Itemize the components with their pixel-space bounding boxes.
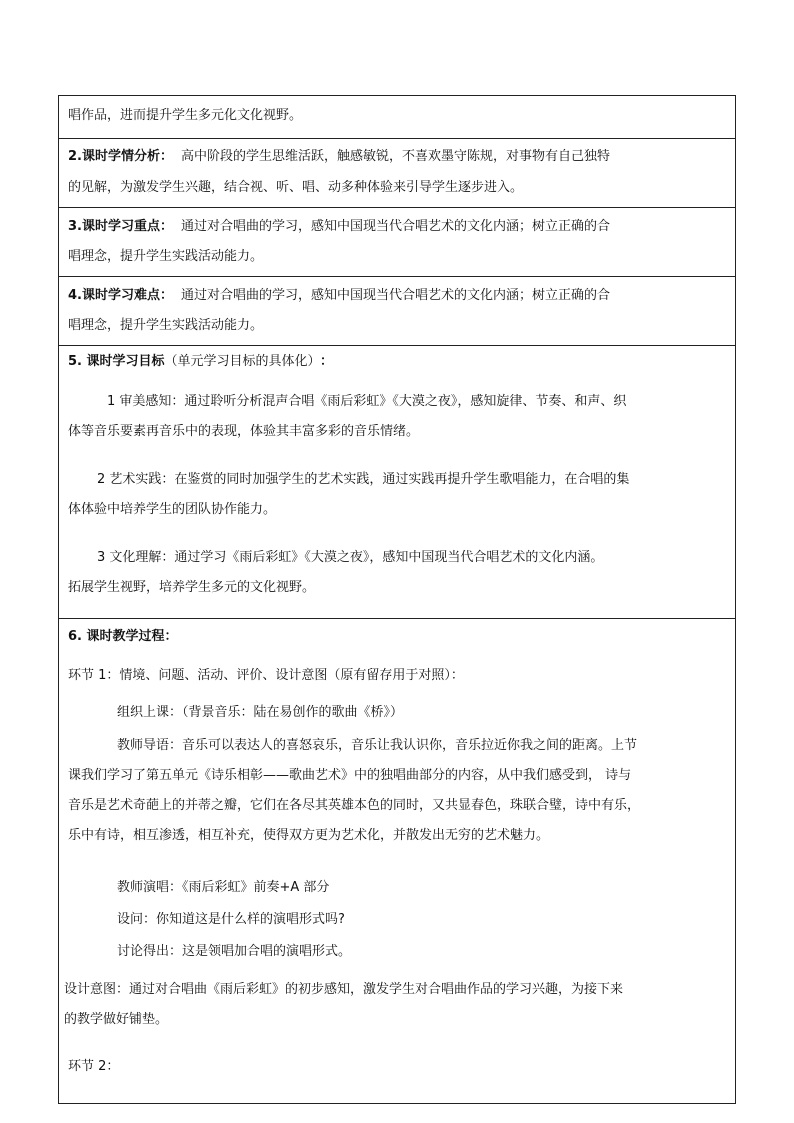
goal-3-line1: 3 文化理解：通过学习《雨后彩虹》《大漠之夜》，感知中国现当代合唱艺术的文化内涵。 bbox=[97, 550, 604, 565]
step-1-heading: 环节 1：情境、问题、活动、评价、设计意图（原有留存用于对照）： bbox=[68, 668, 464, 683]
row-teaching-process bbox=[59, 619, 735, 1103]
goal-1-line1: 1 审美感知：通过聆听分析混声合唱《雨后彩虹》《大漠之夜》，感知旋律、节奏、和声、织 bbox=[107, 394, 627, 409]
teaching-process-label: 6. 课时教学过程： bbox=[68, 629, 178, 644]
teacher-intro-line2: 课我们学习了第五单元《诗乐相彰——歌曲艺术》中的独唱曲部分的内容，从中我们感受到， 诗与 bbox=[68, 768, 632, 783]
design-intent-line2: 的教学做好铺垫。 bbox=[64, 1012, 169, 1027]
learner-analysis-line1: 高中阶段的学生思维活跃，触感敏锐，不喜欢墨守陈规，对事物有自己独特 bbox=[180, 149, 610, 164]
question-text: 设问：你知道这是什么样的演唱形式吗? bbox=[117, 912, 345, 927]
row-intro-continuation bbox=[59, 96, 735, 139]
row-learning-goals bbox=[59, 346, 735, 619]
learner-analysis-label: 2.课时学情分析： bbox=[68, 149, 173, 164]
row-key-points bbox=[59, 208, 735, 277]
learning-goals-note: （单元学习目标的具体化） bbox=[164, 354, 315, 369]
teacher-intro-line3: 音乐是艺术奇葩上的并蒂之瓣，它们在各尽其英雄本色的同时，又共显春色，珠联合璧，诗中有乐， bbox=[68, 798, 641, 813]
learning-goals-label: 5. 课时学习目标 bbox=[68, 354, 165, 369]
row-difficulties bbox=[59, 277, 735, 346]
difficulties-line2: 唱理念，提升学生实践活动能力。 bbox=[68, 318, 264, 333]
discussion-result-text: 讨论得出：这是领唱加合唱的演唱形式。 bbox=[117, 944, 352, 959]
teacher-intro-line1: 教师导语：音乐可以表达人的喜怒哀乐，音乐让我认识你，音乐拉近你我之间的距离。上节 bbox=[117, 738, 638, 753]
difficulties-label: 4.课时学习难点： bbox=[68, 288, 173, 303]
row-learner-analysis bbox=[59, 139, 735, 208]
learner-analysis-line2: 的见解，为激发学生兴趣，结合视、听、唱、动多种体验来引导学生逐步进入。 bbox=[68, 180, 524, 195]
intro-text: 唱作品，进而提升学生多元化文化视野。 bbox=[68, 108, 303, 123]
step-2-heading: 环节 2： bbox=[68, 1059, 120, 1074]
teacher-sing-text: 教师演唱：《雨后彩虹》前奏+A 部分 bbox=[117, 880, 330, 895]
difficulties-line1: 通过对合唱曲的学习，感知中国现当代合唱艺术的文化内涵；树立正确的合 bbox=[180, 288, 610, 303]
learning-goals-colon: ： bbox=[320, 354, 334, 369]
organize-class-text: 组织上课：（背景音乐：陆在易创作的歌曲《桥》） bbox=[117, 705, 404, 720]
goal-1-line2: 体等音乐要素再音乐中的表现，体验其丰富多彩的音乐情绪。 bbox=[68, 424, 420, 439]
goal-3-line2: 拓展学生视野，培养学生多元的文化视野。 bbox=[68, 580, 316, 595]
key-points-line2: 唱理念，提升学生实践活动能力。 bbox=[68, 249, 264, 264]
goal-2-line1: 2 艺术实践：在鉴赏的同时加强学生的艺术实践，通过实践再提升学生歌唱能力，在合唱的集 bbox=[97, 472, 630, 487]
key-points-line1: 通过对合唱曲的学习，感知中国现当代合唱艺术的文化内涵；树立正确的合 bbox=[180, 219, 610, 234]
lesson-plan-table bbox=[58, 95, 736, 1104]
goal-2-line2: 体体验中培养学生的团队协作能力。 bbox=[68, 502, 277, 517]
teacher-intro-line4: 乐中有诗，相互渗透，相互补充，使得双方更为艺术化，并散发出无穷的艺术魅力。 bbox=[68, 828, 550, 843]
design-intent-line1: 设计意图：通过对合唱曲《雨后彩虹》的初步感知，激发学生对合唱曲作品的学习兴趣，为接下来 bbox=[64, 982, 624, 997]
key-points-label: 3.课时学习重点： bbox=[68, 219, 173, 234]
